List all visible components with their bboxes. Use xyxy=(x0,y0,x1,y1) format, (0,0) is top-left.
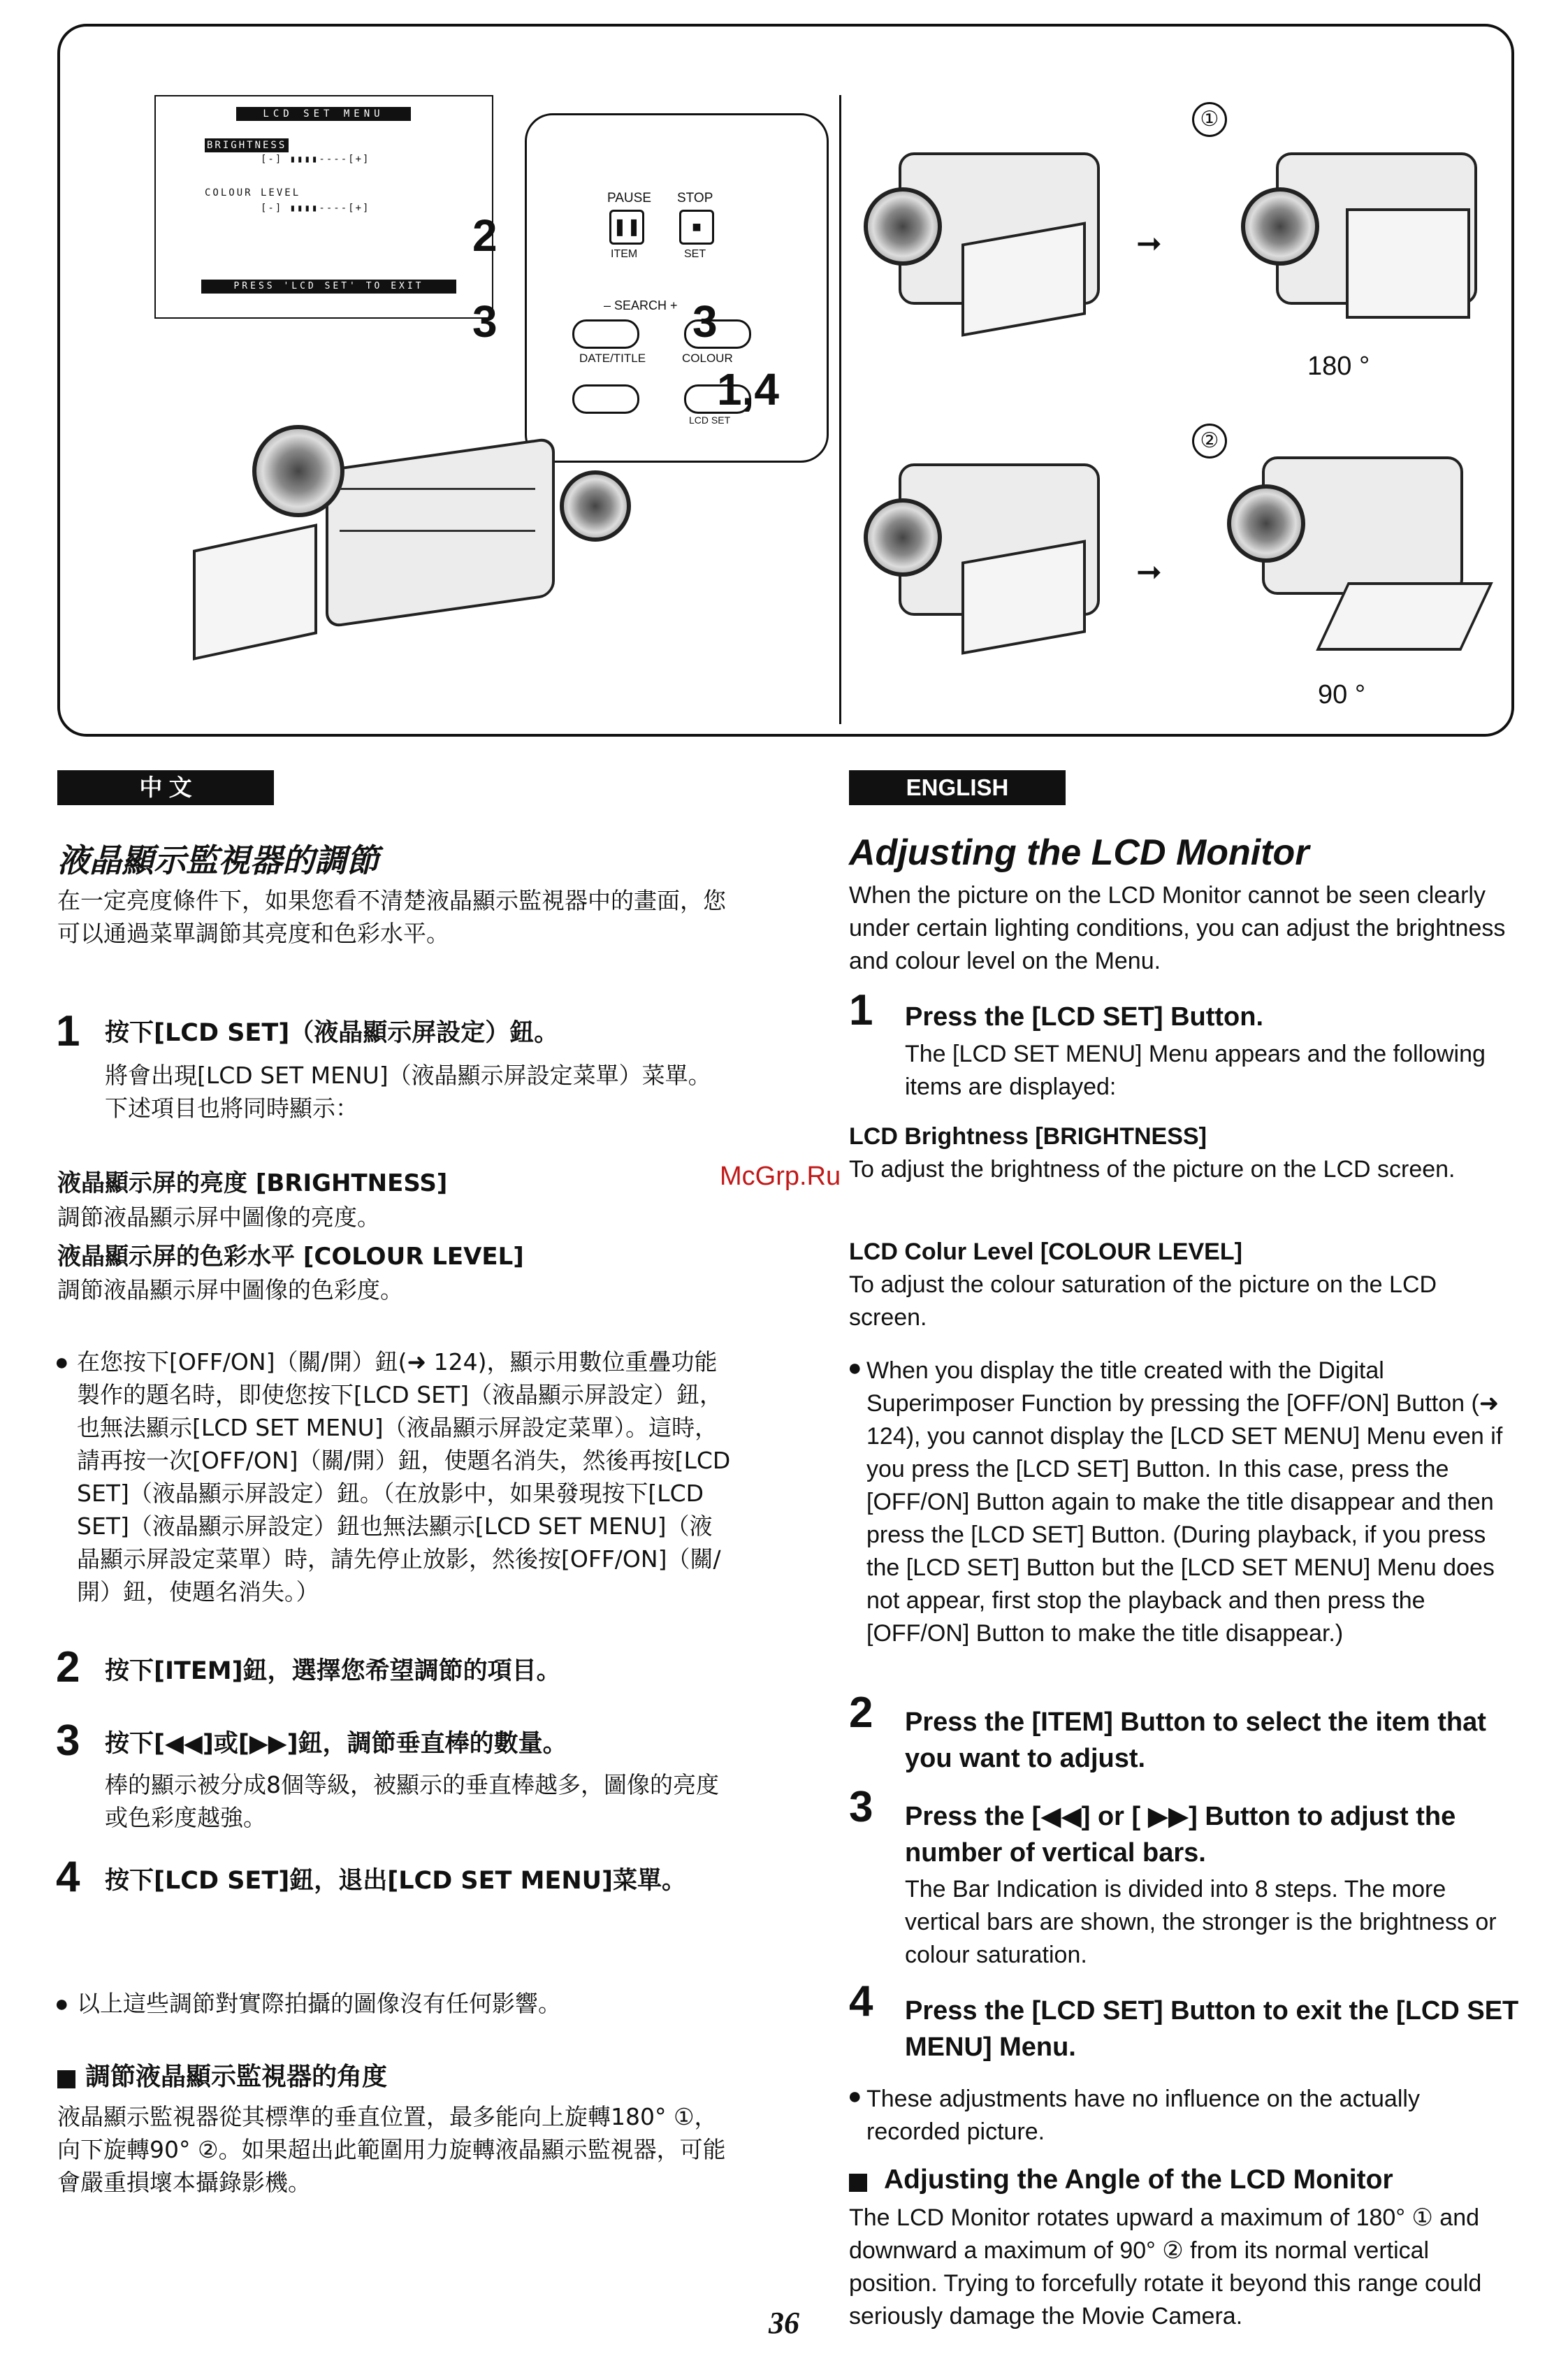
zh-step-3-body: 棒的顯示被分成8個等級，被顯示的垂直棒越多，圖像的亮度或色彩度越強。 xyxy=(105,1771,719,1831)
en-step-3-body: The Bar Indication is divided into 8 steps. The more vertical bars are shown, the stronger is the brightness or colour saturation. xyxy=(905,1876,1497,1968)
body-ridge xyxy=(340,488,535,490)
marker-1: ① xyxy=(1192,102,1227,137)
zh-step-1-heading: 按下[LCD SET]（液晶顯示屏設定）鈕。 xyxy=(105,1019,559,1047)
angle-90-label: 90 ° xyxy=(1318,680,1366,709)
stop-label: STOP xyxy=(677,191,713,205)
en-colour-heading: LCD Colur Level [COLOUR LEVEL] xyxy=(849,1239,1242,1265)
sequence-arrow: ➞ xyxy=(1136,226,1162,261)
en-step-1-number: 1 xyxy=(849,986,873,1034)
en-note-1: When you display the title created with the Digital Superimposer Function by pressing the [OFF/ON] Button (➜ 124), you cannot display the [LCD SET MENU] Menu even if you press the [LCD SET] Button. In this case, press the [OFF/ON] Button again to make the title disappear and then press the [LCD SET] Button. (During playback, if you press the [LCD SET] Button but the [LCD SET MENU] Menu does not appear, first stop the playback and then press the [OFF/ON] Button to make the title disappear.) xyxy=(866,1357,1503,1647)
zh-brightness-heading: 液晶顯示屏的亮度 [BRIGHTNESS] xyxy=(57,1169,448,1197)
en-note-1-bullet: ● xyxy=(848,1355,862,1381)
osd-brightness-label: BRIGHTNESS xyxy=(205,138,289,152)
osd-brightness-scale: [-] ▮▮▮▮----[+] xyxy=(261,154,370,165)
marker-2: ② xyxy=(1192,424,1227,458)
en-colour-body: To adjust the colour saturation of the picture on the LCD screen. xyxy=(849,1271,1437,1331)
en-step-4-number: 4 xyxy=(849,1977,873,2026)
zh-angle-body: 液晶顯示監視器從其標準的垂直位置，最多能向上旋轉180° ①，向下旋轉90° ②。如果超出此範圍用力旋轉液晶顯示監視器，可能會嚴重損壞本攝錄影機。 xyxy=(57,2103,726,2196)
zh-brightness-body: 調節液晶顯示屏中圖像的亮度。 xyxy=(57,1204,380,1231)
camcorder-lens xyxy=(864,498,942,577)
chinese-section-tag: 中 文 xyxy=(57,770,274,805)
camcorder-lens xyxy=(1241,187,1319,266)
zh-step-4-number: 4 xyxy=(56,1853,80,1901)
en-angle-heading: Adjusting the Angle of the LCD Monitor xyxy=(884,2165,1393,2195)
osd-colour-scale: [-] ▮▮▮▮----[+] xyxy=(261,203,370,214)
watermark: McGrp.Ru xyxy=(720,1162,841,1191)
osd-colour-label: COLOUR LEVEL xyxy=(205,187,301,198)
camcorder-rotate-up-after xyxy=(1213,124,1507,355)
zh-note-1-bullet: ● xyxy=(55,1349,69,1375)
en-step-1-heading: Press the [LCD SET] Button. xyxy=(905,1002,1264,1032)
zh-colour-body: 調節液晶顯示屏中圖像的色彩度。 xyxy=(57,1276,403,1304)
pause-label: PAUSE xyxy=(607,191,652,205)
zh-step-1-number: 1 xyxy=(56,1007,80,1055)
zh-step-3-heading: 按下[◀◀]或[▶▶]鈕，調節垂直棒的數量。 xyxy=(105,1730,567,1758)
zh-step-2-number: 2 xyxy=(56,1643,80,1691)
zh-step-4-heading: 按下[LCD SET]鈕，退出[LCD SET MENU]菜單。 xyxy=(105,1867,687,1895)
en-step-4-heading: Press the [LCD SET] Button to exit the [LCD SET MENU] Menu. xyxy=(905,1996,1519,2062)
en-intro: When the picture on the LCD Monitor cannot be seen clearly under certain lighting conditions, you can adjust the brightness and colour level on the Menu. xyxy=(849,882,1506,974)
lcd-monitor-rotated-180 xyxy=(1346,208,1470,319)
en-angle-body: The LCD Monitor rotates upward a maximum of 180° ① and downward a maximum of 90° ② from its normal vertical position. Trying to forcefully rotate it beyond this range could seriously damage the Movie Camera. xyxy=(849,2204,1482,2330)
body-ridge xyxy=(340,530,535,532)
en-step-3-heading: Press the [◀◀] or [ ▶▶] Button to adjust the number of vertical bars. xyxy=(905,1802,1456,1868)
camcorder-lens xyxy=(1227,484,1305,563)
lcd-monitor-rotated-90 xyxy=(1316,582,1493,651)
zh-note-1: 在您按下[OFF/ON]（關/開）鈕(➜ 124)，顯示用數位重疊功能製作的題名時，即使您按下[LCD SET]（液晶顯示屏設定）鈕，也無法顯示[LCD SET MENU]（液晶顯示屏設定菜單）。這時，請再按一次[OFF/ON]（關/開）鈕，使題名消失，然後再按[LCD SET]（液晶顯示屏設定）鈕。（在放影中，如果發現按下[LCD SET]（液晶顯示屏設定）鈕也無法顯示[LCD SET MENU]（液晶顯示屏設定菜單）時，請先停止放影，然後按[OFF/ON]（關/開）鈕，使題名消失。） xyxy=(77,1348,731,1605)
english-section-tag: ENGLISH xyxy=(849,770,1066,805)
viewfinder-eyepiece xyxy=(560,470,631,542)
lcd-set-menu-display xyxy=(154,95,493,319)
zh-angle-square xyxy=(57,2070,75,2088)
en-title: Adjusting the LCD Monitor xyxy=(849,832,1309,873)
sequence-arrow: ➞ xyxy=(1136,555,1162,589)
lcd-set-label: LCD SET xyxy=(689,414,731,426)
zh-colour-heading: 液晶顯示屏的色彩水平 [COLOUR LEVEL] xyxy=(57,1243,524,1271)
en-note-2: These adjustments have no influence on the actually recorded picture. xyxy=(866,2086,1420,2145)
zh-angle-heading: 調節液晶顯示監視器的角度 xyxy=(85,2063,388,2091)
item-label: ITEM xyxy=(611,248,638,260)
camcorder-rotate-down-before xyxy=(822,435,1115,687)
zh-note-2: 以上這些調節對實際拍攝的圖像沒有任何影響。 xyxy=(77,1990,561,2017)
en-step-3-number: 3 xyxy=(849,1783,873,1831)
step-3-marker-right: 3 xyxy=(692,296,718,347)
illustration-panel xyxy=(57,24,1514,737)
en-brightness-heading: LCD Brightness [BRIGHTNESS] xyxy=(849,1123,1207,1150)
osd-title: LCD SET MENU xyxy=(236,107,411,121)
zh-step-1-body: 將會出現[LCD SET MENU]（液晶顯示屏設定菜單）菜單。下述項目也將同時顯示： xyxy=(105,1062,711,1122)
step-1-4-marker: 1,4 xyxy=(717,364,779,414)
en-step-2-number: 2 xyxy=(849,1689,873,1737)
rewind-button[interactable] xyxy=(572,319,639,349)
zh-title: 液晶顯示監視器的調節 xyxy=(57,842,379,879)
camcorder-lens xyxy=(252,425,344,517)
en-brightness-body: To adjust the brightness of the picture on the LCD screen. xyxy=(849,1156,1456,1183)
camcorder-lens xyxy=(864,187,942,266)
step-3-marker-left: 3 xyxy=(472,296,498,347)
camcorder-rotate-down-after xyxy=(1213,435,1507,687)
pause-button[interactable]: ❚❚ xyxy=(609,210,644,245)
camcorder-illustration xyxy=(151,390,605,684)
camcorder-rotate-up-before xyxy=(822,124,1115,355)
en-note-2-bullet: ● xyxy=(848,2083,862,2109)
zh-step-3-number: 3 xyxy=(56,1717,80,1765)
step-2-marker: 2 xyxy=(472,210,498,261)
search-label: – SEARCH + xyxy=(604,298,678,312)
camcorder-body xyxy=(326,437,555,628)
date-title-label: DATE/TITLE xyxy=(579,352,646,365)
zh-step-2-heading: 按下[ITEM]鈕，選擇您希望調節的項目。 xyxy=(105,1657,561,1685)
zh-intro: 在一定亮度條件下，如果您看不清楚液晶顯示監視器中的畫面，您可以通過菜單調節其亮度和色彩水平。 xyxy=(57,887,726,947)
colour-label: COLOUR xyxy=(682,352,733,365)
angle-180-label: 180 ° xyxy=(1307,352,1370,381)
set-label: SET xyxy=(684,248,706,260)
en-step-2-heading: Press the [ITEM] Button to select the item that you want to adjust. xyxy=(905,1707,1486,1773)
osd-exit-hint: PRESS 'LCD SET' TO EXIT xyxy=(201,280,456,294)
lcd-monitor-open xyxy=(193,523,317,660)
en-angle-square xyxy=(849,2174,867,2192)
en-step-1-body: The [LCD SET MENU] Menu appears and the following items are displayed: xyxy=(905,1041,1486,1100)
zh-note-2-bullet: ● xyxy=(55,1991,69,2017)
stop-button[interactable]: ■ xyxy=(679,210,714,245)
page-number: 36 xyxy=(769,2306,799,2340)
